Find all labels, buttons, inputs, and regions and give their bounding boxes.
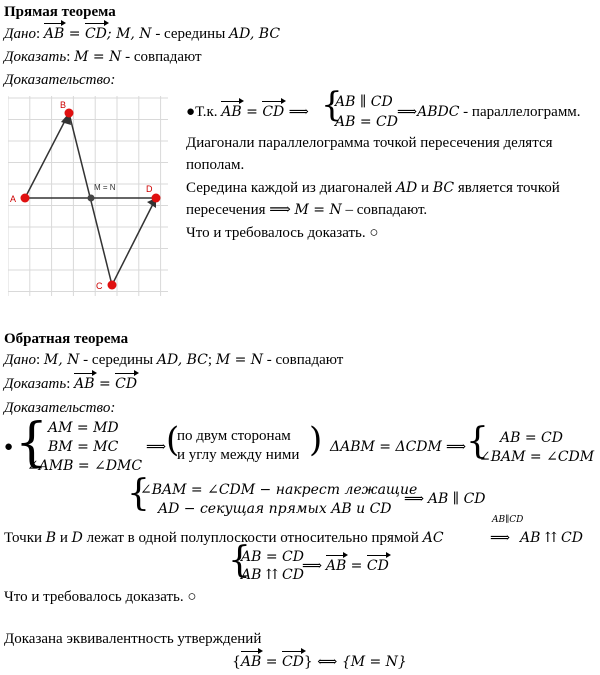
- vector-cd: CD: [84, 26, 107, 42]
- grid: [8, 96, 168, 296]
- parallelogram-figure: [8, 96, 168, 296]
- implies-arrow: ⟹: [288, 104, 309, 120]
- segment-cd: [112, 198, 156, 285]
- given-label: Дано: [4, 352, 36, 368]
- converse-heading: Обратная теорема: [4, 331, 129, 347]
- direct-qed: Что и требовалось доказать. ○: [186, 225, 379, 241]
- vector-ab: AB: [43, 26, 65, 42]
- eq-sign: =: [94, 376, 116, 392]
- implies-arrow: ⟹: [404, 491, 425, 507]
- vector-cd: CD: [115, 376, 138, 392]
- vector-ab: AB: [221, 104, 242, 120]
- sys-b1: AB = CD: [500, 430, 563, 446]
- sys-c2: AD − секущая прямых AB и CD: [158, 501, 392, 517]
- brace: {: [228, 540, 251, 581]
- gt1: - середины: [79, 352, 157, 368]
- hc: и: [56, 530, 72, 546]
- converse-qed: Что и требовалось доказать. ○: [4, 589, 197, 605]
- vector-cd: CD: [281, 654, 304, 670]
- gt2: - совпадают: [263, 352, 344, 368]
- converse-given-line: Дано: M, N - середины AD, BC; M = N - совпадают: [4, 352, 344, 368]
- brace: {: [466, 421, 489, 462]
- given-segments: AD, BC: [229, 26, 281, 42]
- brace: {: [127, 473, 150, 514]
- concl-text: - параллелограмм.: [459, 104, 581, 120]
- concl-math: ABDC: [417, 104, 460, 120]
- par-result: AB ∥ CD: [427, 491, 486, 507]
- brace-r: }: [303, 654, 313, 670]
- label-d: D: [146, 184, 153, 194]
- point-c: [108, 281, 117, 290]
- label-b: B: [60, 100, 67, 110]
- l4c: и: [417, 180, 433, 196]
- hf: AC: [422, 530, 444, 546]
- eq-sign: =: [241, 104, 263, 120]
- sys-c1: ∠BAM = ∠CDM − накрест лежащие: [140, 482, 418, 498]
- paren-text-2: и углу между ними: [177, 447, 300, 463]
- l4e: является точкой: [454, 180, 560, 196]
- sys-b2: ∠BAM = ∠CDM: [479, 449, 595, 465]
- direct-proof-label: Доказательство:: [4, 72, 116, 88]
- l4b: AD: [395, 180, 418, 196]
- direct-proof-line2: Диагонали параллелограмма точкой пересечения делятся: [186, 135, 553, 151]
- prove-label: Доказать: [4, 376, 67, 392]
- paren-left: (: [166, 420, 180, 460]
- l5c: – совпадают.: [341, 202, 428, 218]
- brace: {: [321, 85, 343, 125]
- brace-l: {: [232, 654, 241, 670]
- tk-text: Т.к.: [195, 104, 222, 120]
- parallel-result: [404, 490, 486, 508]
- l5b: M = N: [294, 202, 342, 218]
- equiv-right: {M = N}: [341, 654, 407, 670]
- paren-text-1: по двум сторонам: [177, 428, 291, 444]
- half-plane-line: [4, 529, 444, 547]
- hd: D: [71, 530, 83, 546]
- sys-d1: AB = CD: [241, 549, 304, 565]
- brace: {: [15, 413, 49, 473]
- eq-sign: =: [261, 654, 282, 670]
- segment-ab: [25, 113, 69, 198]
- he: лежат в одной полуплоскости относительно прямой: [82, 530, 423, 546]
- sys-a3: ∠AMB = ∠DMC: [27, 458, 143, 474]
- proof-label-text: Доказательство: [4, 72, 111, 88]
- given-points: ; M, N: [106, 26, 152, 42]
- codirected-result: AB ⇈ CD: [520, 530, 583, 546]
- triangle-equality: ΔABM = ΔCDM: [330, 439, 442, 455]
- point-a: [21, 194, 30, 203]
- sys-line-1: AB ∥ CD: [335, 94, 393, 110]
- direct-proof-line4: [186, 179, 560, 197]
- vector-result: [302, 557, 389, 575]
- converse-prove-line: Доказать: AB = CD: [4, 376, 138, 392]
- direct-given-line: Дано: AB = CD; M, N - середины AD, BC: [4, 26, 281, 42]
- prove-text: - совпадают: [121, 49, 202, 65]
- point-d: [152, 194, 161, 203]
- label-a: A: [10, 194, 17, 204]
- implies-arrow: ⟹: [446, 439, 467, 455]
- implies-arrow: ⟹: [146, 439, 167, 455]
- equiv-arrow: ⟺: [312, 654, 342, 670]
- direct-given-label: Дано: [4, 26, 36, 42]
- gm1: M, N: [43, 352, 80, 368]
- equivalence-formula: [232, 653, 407, 671]
- ha: Точки: [4, 530, 46, 546]
- sys-a2: BM = MC: [48, 439, 119, 455]
- direct-heading: Прямая теорема: [4, 4, 116, 20]
- proof-label-text: Доказательство: [4, 400, 111, 416]
- vector-ab: AB: [74, 376, 95, 392]
- sys-d2: AB ⇈ CD: [241, 567, 304, 583]
- direct-prove-label: Доказать: [4, 49, 67, 65]
- label-c: C: [96, 281, 103, 291]
- bullet: ●: [186, 104, 196, 120]
- over-arrow-label: AB∥CD: [492, 515, 524, 525]
- bullet: ●: [4, 439, 14, 455]
- direct-proof-line1: [186, 103, 309, 121]
- converse-proof-label: Доказательство:: [4, 400, 116, 416]
- direct-prove-line: Доказать: M = N - совпадают: [4, 49, 202, 65]
- l4a: Середина каждой из диагоналей: [186, 180, 396, 196]
- gm3: M = N: [215, 352, 264, 368]
- vector-cd: CD: [366, 558, 389, 574]
- vector-ab: AB: [240, 654, 262, 670]
- label-mn: M = N: [94, 183, 116, 192]
- vector-cd: CD: [262, 104, 285, 120]
- eq-sign: =: [64, 26, 85, 42]
- l4d: BC: [432, 180, 455, 196]
- long-arrow: ⟹: [490, 530, 510, 546]
- point-mn: [88, 195, 95, 202]
- equivalence-text: Доказана эквивалентность утверждений: [4, 631, 262, 647]
- implies-arrow: ⟹: [397, 104, 418, 120]
- gm2: AD, BC: [156, 352, 208, 368]
- direct-proof-line5: [186, 201, 427, 219]
- implies-arrow: ⟹: [302, 558, 323, 574]
- l5a: пересечения ⟹: [186, 202, 295, 218]
- direct-proof-line3: пополам.: [186, 157, 245, 173]
- eq-sign: =: [346, 558, 367, 574]
- sys-line-2: AB = CD: [335, 114, 398, 130]
- paren-right: ): [309, 420, 323, 460]
- given-text: - середины: [151, 26, 230, 42]
- direct-conclusion: [397, 103, 581, 121]
- hb: B: [45, 530, 57, 546]
- prove-math: M = N: [74, 49, 122, 65]
- gsep: ;: [207, 352, 216, 368]
- vector-ab: AB: [325, 558, 347, 574]
- sys-a1: AM = MD: [48, 420, 119, 436]
